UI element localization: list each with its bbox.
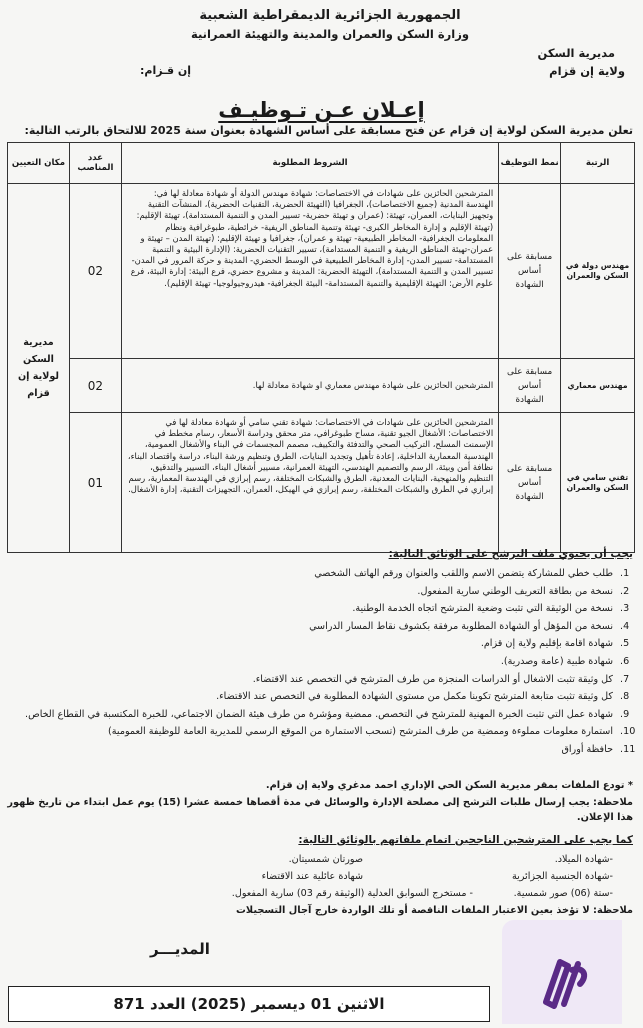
rank-cell: تقني سامي في السكن والعمران	[561, 413, 635, 553]
wilaya-label: ولاية إن قزام	[549, 64, 625, 78]
mode-cell: مسابقة على أساس الشهادة	[499, 413, 561, 553]
posts-cell: 02	[69, 359, 121, 413]
list-item: 5. شهادة اقامة بإقليم ولاية إن قزام.	[6, 635, 617, 653]
rank-cell: مهندس معماري	[561, 359, 635, 413]
ranks-table	[7, 142, 635, 553]
success-doc: صورتان شمسيتان.	[288, 854, 363, 865]
list-item: 11. حافظة أوراق	[6, 741, 617, 759]
posts-cell: 01	[69, 413, 121, 553]
table-row	[8, 413, 635, 553]
rank-cell: مهندس دولة في السكن والعمران	[561, 184, 635, 359]
remark-incomplete: ملاحظة: لا تؤخذ بعين الاعتبار الملفات الناقصة أو تلك الواردة خارج آجال التسجيلات	[236, 905, 633, 916]
list-item: 2. نسخة من بطاقة التعريف الوطني سارية المفعول.	[6, 583, 617, 601]
list-item: 8. كل وثيقة تثبت متابعة المترشح تكوينا مكمل من مستوى الشهادة المطلوبة في التخصص عند الاقتضاء.	[6, 688, 617, 706]
ministry-title: وزارة السكن والعمران والمدينة والتهيئة العمرانية	[190, 27, 469, 41]
conditions-cell: المترشحين الحائزين على شهادات في الاختصاصات: شهادة مهندس الدولة أو شهادة معادلة لها في: الهندسة المدنية (جميع الاختصاصات)، الجغرافيا (التهيئة الحضرية، التقنيات الحضرية)، المنشآت التقنية وتجهيز البنايات، العمران، تهيئة: (عمران و تهيئة حضرية- تسيير المدن و التنمية المستدامة)، تهيئة الإقليم: (تهيئة الإقليم و إدارة المخاطر الكبرى- تهيئة وتنمية المناطق الريفية- خرائطية، طبوغرافية ونظام المعلومات الجغرافية- المخاطر الطبيعية- تهيئة و عمران)، جغرافيا و تهيئة الإقليم: (تهيئة المدن – تهيئة و عمران-تهيئة المناطق الريفية و التنمية المستدامة)، تسيير التقنيات الحضرية: (الإدارة البيئية و التنمية المستدامة- تسيير المدن- إدارة المخاطر الطبيعية في الوسط الحضري- المدينة و حركة المرور في المدن- تسيير المدن و التنمية المستدامة)، التهيئة الحضرية: المدينة و مشروع حضري، فرع البيئة: إدارة البيئة، فرع علوم الأرض: التهيئة الإقليمية والتنمية المستدامة- البيئة الجغرافية- هيدروجيولوجيا- تهيئة الإقليم).	[121, 184, 498, 359]
remark-deadline: ملاحظة: يجب إرسال طلبات الترشح إلى مصلحة الإدارة والوسائل في مدة أقصاها خمسة عشرا (15) يوم عمل ابتداء من تاريخ ظهور هذا الإعلان.	[7, 797, 633, 823]
posts-cell: 02	[69, 184, 121, 359]
header-place: مكان التعيين	[8, 143, 70, 184]
success-heading: كما يجب على المترشحين الناجحين اتمام ملفاتهم بالوثائق التالية:	[298, 834, 633, 846]
conditions-cell: المترشحين الحائزين على شهادات في الاختصاصات: شهادة تقني سامي أو شهادة معادلة لها في الاختصاصات: الأشغال الجيو تقنية، مساح طبوغرافي، متر محقق ودراسة الأسعار، رسام مخطط في الإسمنت المسلح، التركيب الصحي والتدفئة والتكييف، مصمم المجسمات في البناء والأشغال العمومية، الهندسية المعمارية الداخلية، إعادة تأهيل وتجديد البنايات، الطرق وتنظيم ورشة البناء، دراسة واقتصاد البناء، نظافة أمن وبيئة، الرسم والتصميم الهندسي، التهيئة العمرانية، مسيير أشغال البناء، التسيير والتدقيق، التنظيم والمنهجية، البنايات المعدنية، الطرق والشبكات المختلفة، رسم إبرازي في الهندسة المعمارية، رسم إبرازي في الطرق والشبكات المختلفة، رسم إبرازي في الهيكل، العمران، التجهيزات التقنية، إدارة الأشغال.	[121, 413, 498, 553]
header-conditions: الشروط المطلوبة	[121, 143, 498, 184]
list-item: 7. كل وثيقة تثبت الاشغال أو الدراسات المنجزة من طرف المترشح في التخصص عند الاقتضاء.	[6, 671, 617, 689]
list-item: 10. استمارة معلومات مملوءة وممضية من طرف المترشح (تسحب الاستمارة من الموقع الرسمي للمديرية العامة للوظيفة العمومية)	[6, 723, 617, 741]
success-doc: -شهادة الميلاد.	[554, 854, 613, 865]
deposit-note: * تودع الملفات بمقر مديرية السكن الحي الإداري احمد مدغري ولاية إن قزام.	[265, 780, 633, 791]
success-doc: شهادة عائلية عند الاقتضاء	[261, 871, 363, 882]
table-row	[8, 184, 635, 359]
list-item: 9. شهادة عمل التي تثبت الخبرة المهنية للمترشح في التخصص. ممضية ومؤشرة من طرف هيئة الضمان الاجتماعي، للخبرة المكتسبة في القطاع الخاص.	[6, 706, 617, 724]
docs-heading: يجب أن يحتوي ملف الترشح على الوثائق التالية:	[388, 548, 633, 560]
header-rank: الرتبة	[561, 143, 635, 184]
place-cell: مديرية السكن لولاية إن قزام	[8, 184, 70, 553]
mode-cell: مسابقة على أساس الشهادة	[499, 359, 561, 413]
success-doc: - مستخرج السوابق العدلية (الوثيقة رقم 03) سارية المفعول.	[231, 888, 473, 899]
pen-ruler-icon	[502, 920, 622, 1024]
docs-list	[6, 565, 643, 759]
republic-title: الجمهورية الجزائرية الديمقراطية الشعبية	[199, 8, 461, 23]
directorate-label: مديرية السكن	[537, 46, 615, 60]
header-posts: عدد المناصب	[69, 143, 121, 184]
table-row	[8, 359, 635, 413]
table-header-row	[8, 143, 635, 184]
header-mode: نمط التوظيف	[499, 143, 561, 184]
city-date-label: إن قـزام:	[140, 64, 192, 77]
success-doc: -شهادة الجنسية الجزائرية	[511, 871, 613, 882]
intro-text: تعلن مديرية السكن لولاية إن قزام عن فتح مسابقة على أساس الشهادة بعنوان سنة 2025 للالتحاق بالرتب التالية:	[24, 124, 633, 137]
brand-logo	[502, 920, 622, 1024]
page-title: إعـلان عـن تـوظيـف	[218, 98, 425, 122]
conditions-cell: المترشحين الحائزين على شهادة مهندس معماري او شهادة معادلة لها.	[121, 359, 498, 413]
list-item: 3. نسخة من الوثيقة التي تثبت وضعية المترشح اتجاه الخدمة الوطنية.	[6, 600, 617, 618]
mode-cell: مسابقة على أساس الشهادة	[499, 184, 561, 359]
signature-label: المديـــر	[150, 940, 210, 958]
list-item: 1. طلب خطي للمشاركة يتضمن الاسم واللقب والعنوان ورقم الهاتف الشخصي	[6, 565, 617, 583]
list-item: 6. شهادة طبية (عامة وصدرية).	[6, 653, 617, 671]
footer-date-issue: الاثنين 01 ديسمبر (2025) العدد 871	[8, 986, 490, 1022]
list-item: 4. نسخة من المؤهل أو الشهادة المطلوبة مرفقة بكشوف نقاط المسار الدراسي	[6, 618, 617, 636]
success-doc: -ستة (06) صور شمسية.	[513, 888, 613, 899]
